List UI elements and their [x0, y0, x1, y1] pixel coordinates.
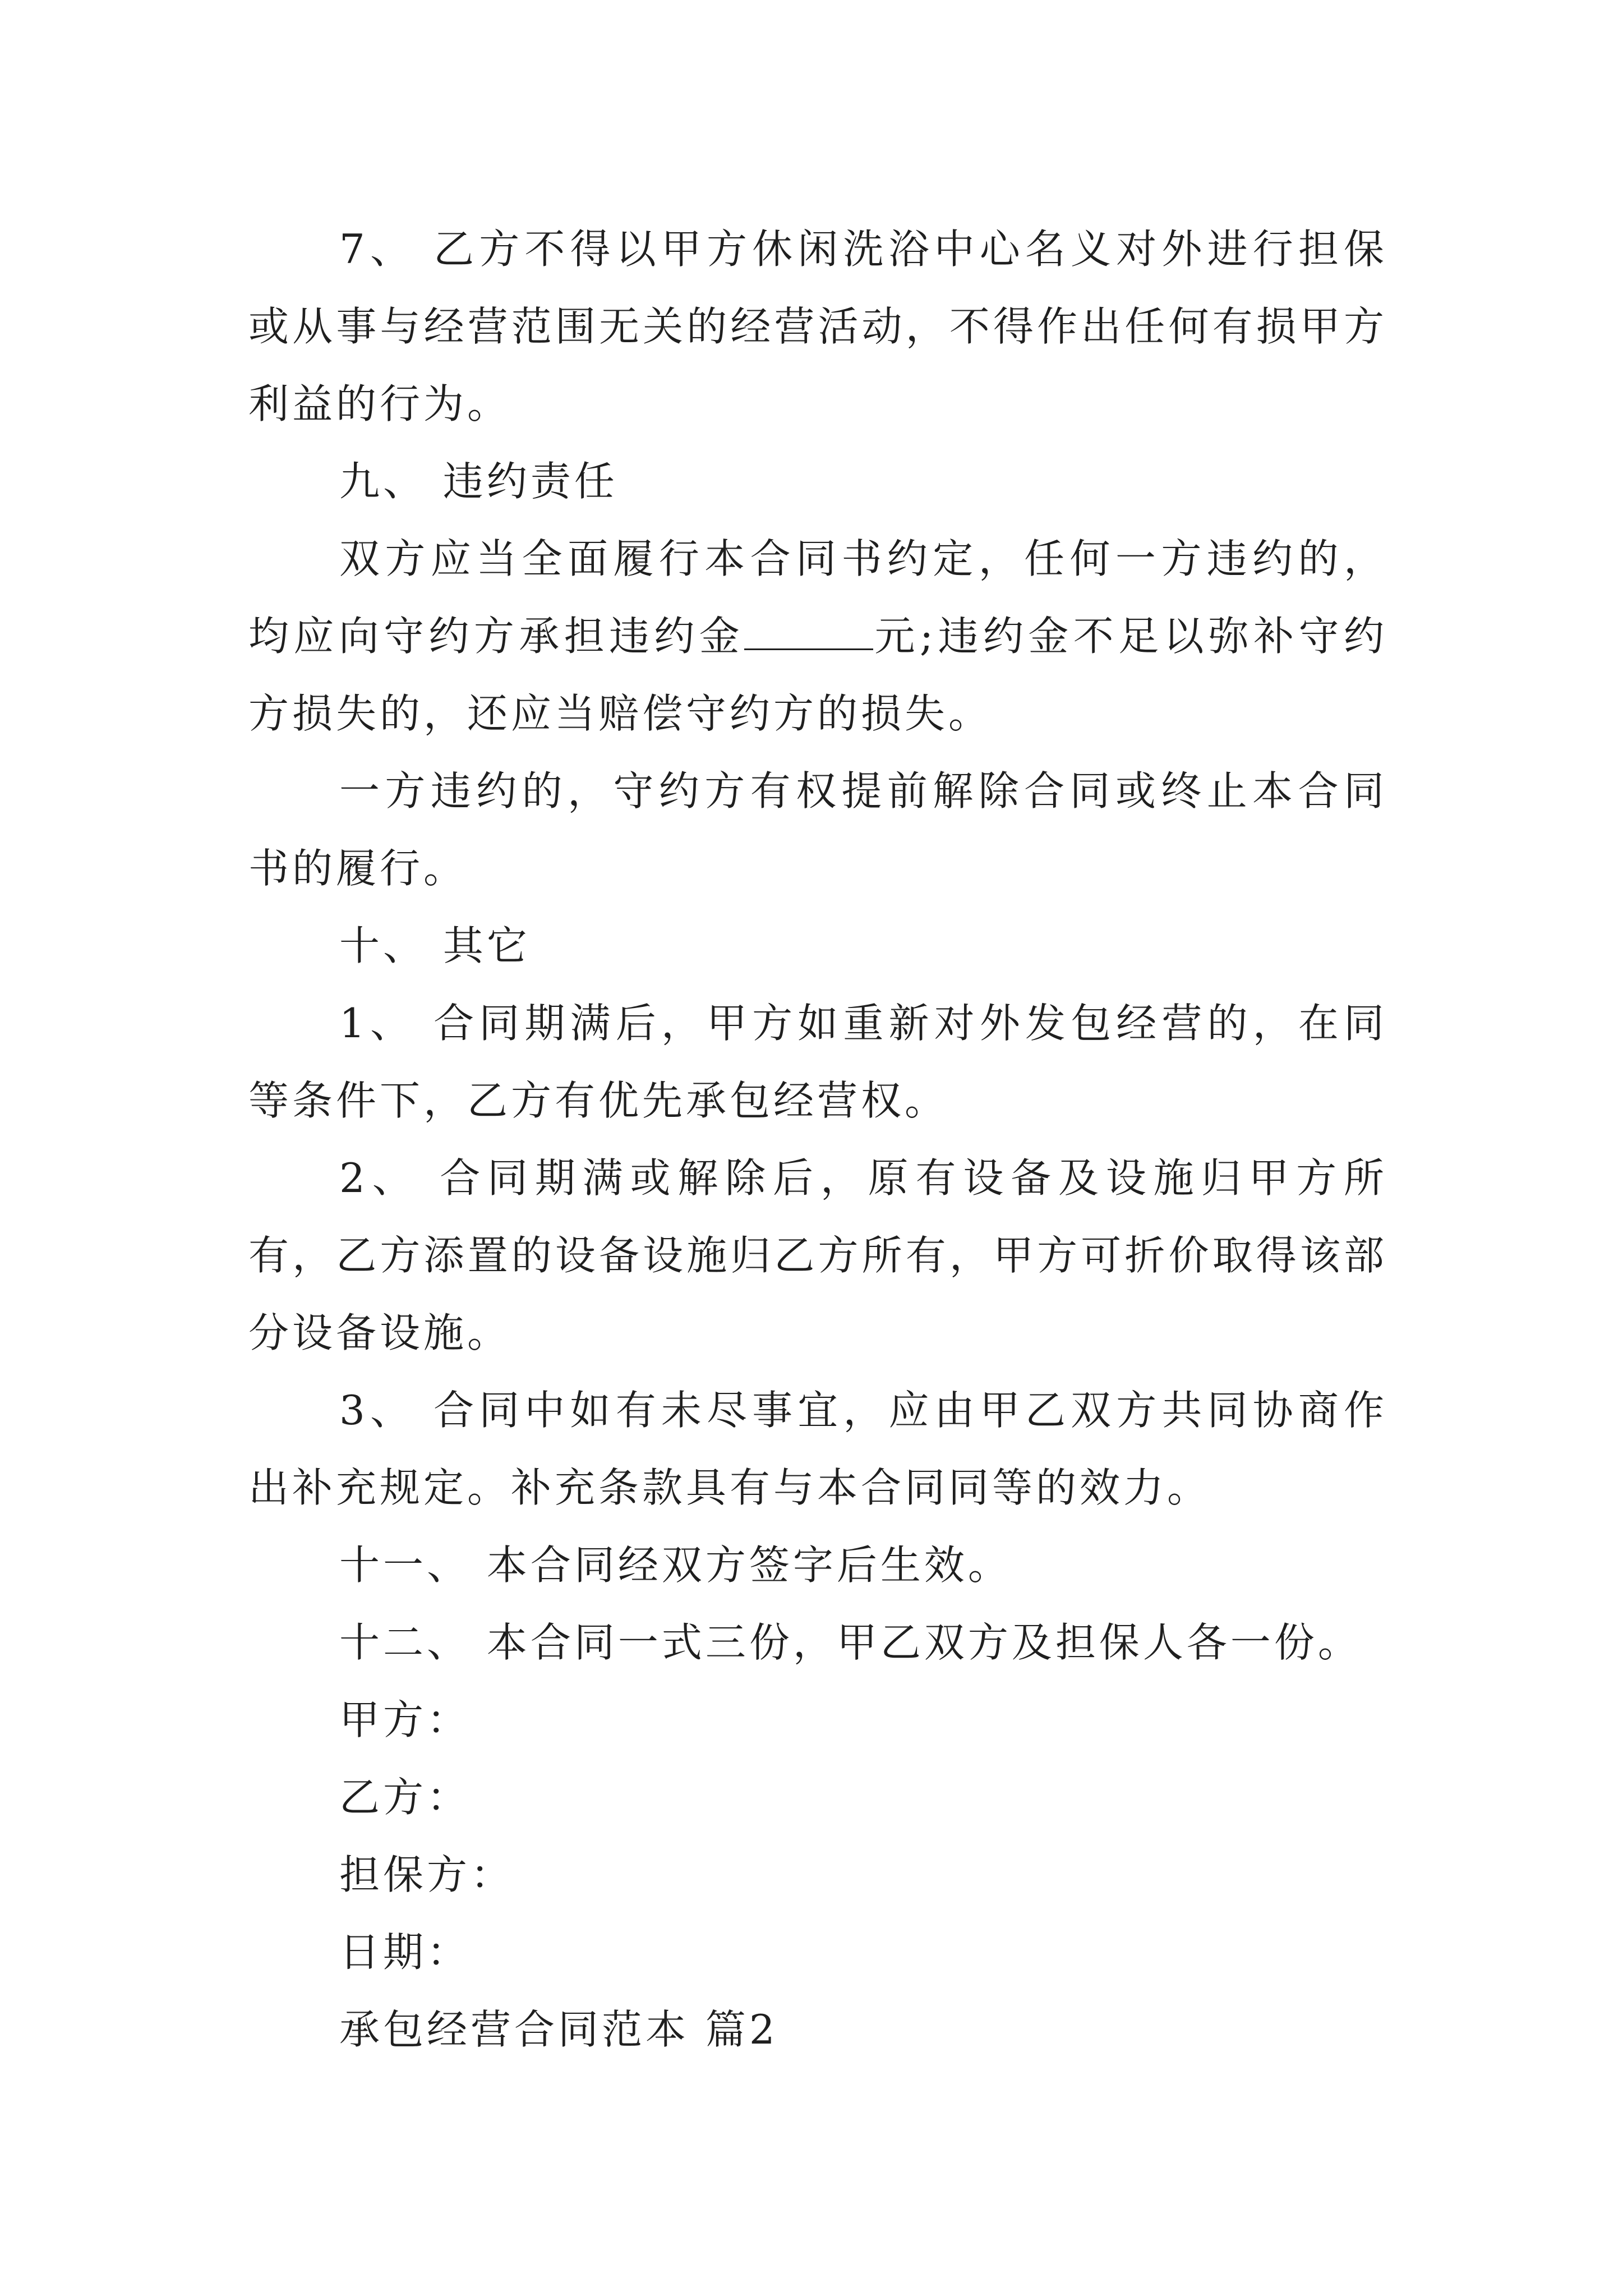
clause-other-1: 1、 合同期满后，甲方如重新对外发包经营的，在同等条件下，乙方有优先承包经营权。 [248, 1000, 1387, 1124]
document-body [248, 210, 1387, 2068]
breach-text-part1: 双方应当全面履行本合同书约定，任何一方违约的，均应向守约方承担违约金 [248, 535, 1387, 660]
termination-paragraph: 一方违约的，守约方有权提前解除合同或终止本合同书的履行。 [248, 767, 1387, 892]
section-heading-other: 十、 其它 [339, 922, 531, 969]
clause-7: 7、 乙方不得以甲方休闲洗浴中心名义对外进行担保或从事与经营范围无关的经营活动，不得作出任何有损甲方利益的行为。 [248, 226, 1387, 427]
signature-date: 日期： [339, 1929, 471, 1976]
section-twelve: 十二、 本合同一式三份，甲乙双方及担保人各一份。 [339, 1619, 1362, 1666]
clause-other-3: 3、 合同中如有未尽事宜，应由甲乙双方共同协商作出补充规定。补充条款具有与本合同同等的效力。 [248, 1387, 1387, 1511]
next-article-title: 承包经营合同范本 篇2 [339, 2006, 778, 2053]
breach-paragraph [248, 520, 1387, 752]
penalty-amount-blank [744, 611, 873, 650]
section-heading-breach: 九、 违约责任 [339, 458, 618, 505]
signature-party-a: 甲方： [339, 1696, 471, 1743]
clause-other-2: 2、 合同期满或解除后，原有设备及设施归甲方所有，乙方添置的设备设施归乙方所有，甲方可折价取得该部分设备设施。 [248, 1154, 1387, 1356]
breach-text-part2: 元;违约金不足以弥补守约方损失的，还应当赔偿守约方的损失。 [248, 613, 1387, 737]
signature-party-b: 乙方： [339, 1774, 471, 1821]
signature-guarantor: 担保方： [339, 1851, 515, 1898]
section-eleven: 十一、 本合同经双方签字后生效。 [339, 1542, 1012, 1589]
